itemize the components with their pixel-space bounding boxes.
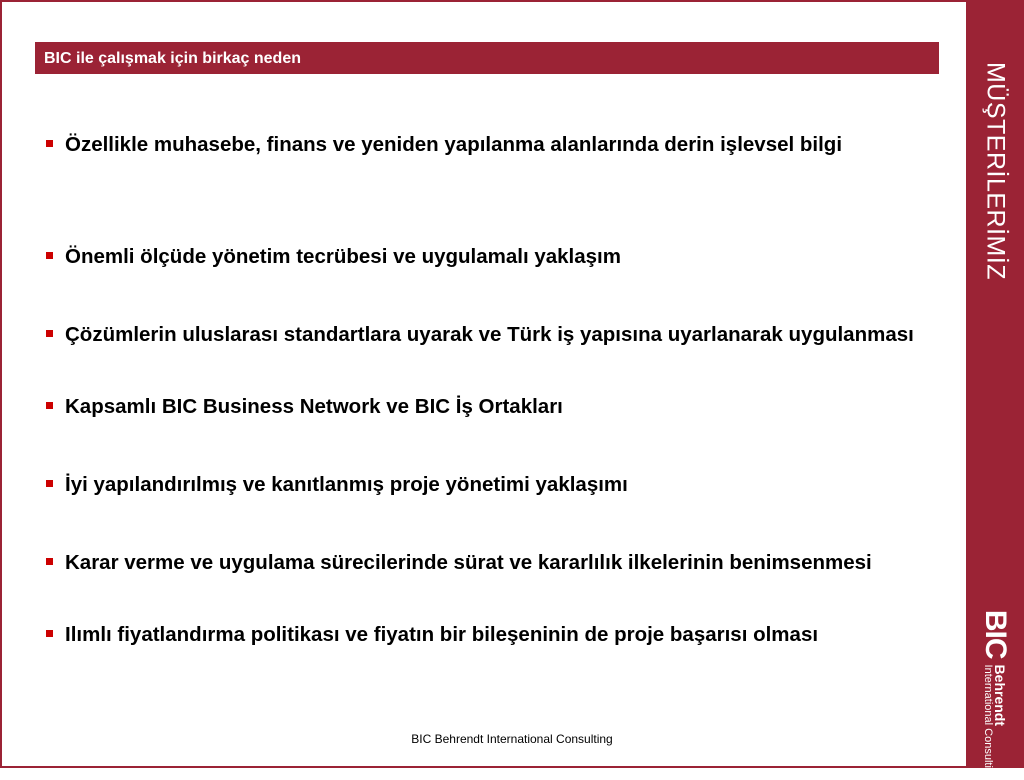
bullet-text: Çözümlerin uluslarası standartlara uyarak ve Türk iş yapısına uyarlanarak uygulanması (65, 323, 914, 346)
bic-logo (980, 610, 1010, 780)
bullet-item (65, 318, 945, 351)
bullet-square-icon (46, 558, 53, 565)
logo-text (983, 665, 1008, 780)
sidebar-title: MÜŞTERİLERİMİZ (981, 61, 1010, 281)
bullet-text: Kapsamlı BIC Business Network ve BIC İş Ortakları (65, 395, 563, 418)
bullet-square-icon (46, 630, 53, 637)
logo-line1: Behrendt (992, 664, 1009, 726)
bullet-square-icon (46, 330, 53, 337)
bullet-square-icon (46, 402, 53, 409)
logo-line2: International Consulting (982, 664, 995, 780)
bullet-square-icon (46, 140, 53, 147)
bullet-item (65, 128, 945, 161)
bullet-text: Karar verme ve uygulama sürecilerinde sürat ve kararlılık ilkelerinin benimsenmesi (65, 551, 872, 574)
footer-text: BIC Behrendt International Consulting (411, 732, 613, 746)
bullet-text: Önemli ölçüde yönetim tecrübesi ve uygulamalı yaklaşım (65, 245, 621, 268)
bullet-item (65, 390, 945, 423)
slide-title: BIC ile çalışmak için birkaç neden (44, 50, 301, 67)
bullet-text: Özellikle muhasebe, finans ve yeniden yapılanma alanlarında derin işlevsel bilgi (65, 133, 843, 156)
bullet-square-icon (46, 480, 53, 487)
bullet-text: Ilımlı fiyatlandırma politikası ve fiyatın bir bileşeninin de proje başarısı olması (65, 623, 819, 646)
bullet-item (65, 618, 945, 651)
bullet-item (65, 468, 945, 501)
bullet-square-icon (46, 252, 53, 259)
bullet-item (65, 546, 945, 579)
logo-mark: BIC (979, 609, 1012, 659)
bullet-text: İyi yapılandırılmış ve kanıtlanmış proje yönetimi yaklaşımı (65, 473, 628, 496)
bullet-item (65, 240, 945, 273)
